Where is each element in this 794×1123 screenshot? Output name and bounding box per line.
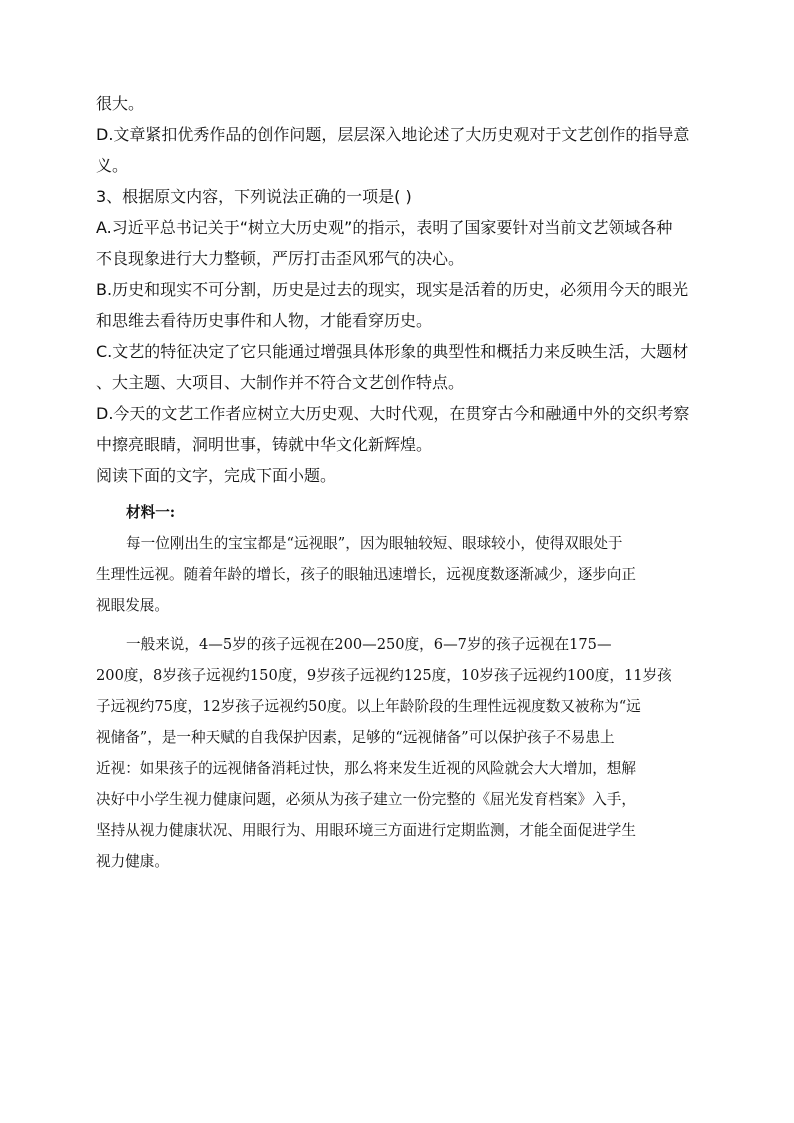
- paragraph-line: 坚持从视力健康状况、用眼行为、用眼环境三方面进行定期监测，才能全面促进学生: [96, 822, 636, 839]
- reading-instruction: 阅读下面的文字，完成下面小题。: [96, 466, 337, 485]
- material-block: [96, 497, 700, 877]
- option-d-line-2: 义。: [96, 156, 129, 175]
- material-paragraph-2: [96, 629, 700, 877]
- question-3-stem: 3、根据原文内容，下列说法正确的一项是( ): [96, 187, 412, 206]
- option-d2-line-1: D.今天的文艺工作者应树立大历史观、大时代观，在贯穿古今和融通中外的交织考察: [96, 404, 690, 423]
- option-b-line-1: B.历史和现实不可分割，历史是过去的现实，现实是活着的历史，必须用今天的眼光: [96, 280, 689, 299]
- text-line: 很大。: [96, 94, 145, 113]
- paragraph-line: 200度，8岁孩子远视约150度，9岁孩子远视约125度，10岁孩子远视约100度，11岁孩: [96, 667, 672, 684]
- paragraph-line: 视力健康。: [96, 853, 169, 870]
- material-title: 材料一:: [126, 504, 176, 521]
- paragraph-line: 子远视约75度，12岁孩子远视约50度。以上年龄阶段的生理性远视度数又被称为“远: [96, 698, 641, 715]
- paragraph-line: 每一位刚出生的宝宝都是“远视眼”，因为眼轴较短、眼球较小，使得双眼处于: [126, 535, 623, 552]
- option-b-line-2: 和思维去看待历史事件和人物，才能看穿历史。: [96, 311, 433, 330]
- paragraph-line: 生理性远视。随着年龄的增长，孩子的眼轴迅速增长，远视度数逐渐减少，逐步向正: [96, 566, 636, 583]
- question-block: [96, 88, 700, 491]
- paragraph-gap: [96, 621, 700, 629]
- paragraph-line: 决好中小学生视力健康问题，必须从为孩子建立一份完整的《屈光发育档案》入手，: [96, 791, 636, 808]
- material-paragraph-1: [96, 528, 700, 621]
- option-a-line-1: A.习近平总书记关于“树立大历史观”的指示，表明了国家要针对当前文艺领域各种: [96, 218, 673, 237]
- option-a-line-2: 不良现象进行大力整顿，严厉打击歪风邪气的决心。: [96, 249, 465, 268]
- option-d-line-1: D.文章紧扣优秀作品的创作问题，层层深入地论述了大历史观对于文艺创作的指导意: [96, 125, 690, 144]
- option-c-line-1: C.文艺的特征决定了它只能通过增强具体形象的典型性和概括力来反映生活，大题材: [96, 342, 689, 361]
- option-d2-line-2: 中擦亮眼睛，洞明世事，铸就中华文化新辉煌。: [96, 435, 433, 454]
- paragraph-line: 近视：如果孩子的远视储备消耗过快，那么将来发生近视的风险就会大大增加，想解: [96, 760, 636, 777]
- document-page: [96, 88, 700, 877]
- paragraph-line: 一般来说，4—5岁的孩子远视在200—250度，6—7岁的孩子远视在175—: [126, 636, 612, 653]
- paragraph-line: 视眼发展。: [96, 597, 169, 614]
- paragraph-line: 视储备”，是一种天赋的自我保护因素，足够的“远视储备”可以保护孩子不易患上: [96, 729, 615, 746]
- option-c-line-2: 、大主题、大项目、大制作并不符合文艺创作特点。: [96, 373, 465, 392]
